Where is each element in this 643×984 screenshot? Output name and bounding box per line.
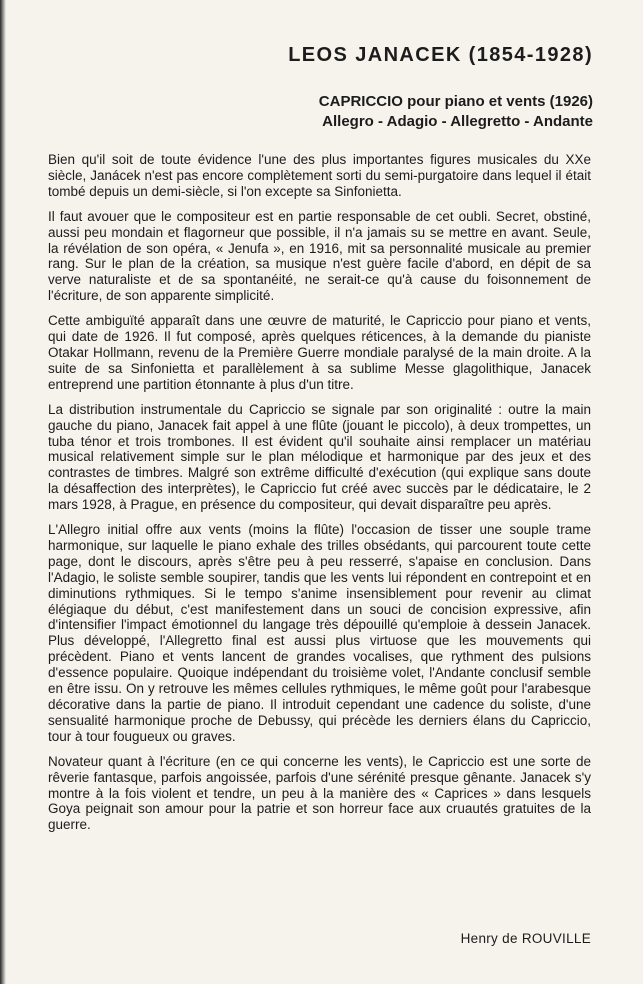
paragraph: La distribution instrumentale du Capriccio se signale par son originalité : outre la main gauche du piano, Janacek fait appel à une flûte (jouant le piccolo), à deux trompettes, un tuba ténor et trois trombones. Il est évident qu'il souhaite ainsi remplacer un matériau musical relativement simple sur le plan mélodique et harmonique par des jeux et des contrastes de timbres. Malgré son extrême difficulté d'exécution (qui explique sans doute la désaffection des interprètes), le Capriccio fut créé avec succès par le dédicataire, le 2 mars 1928, à Prague, en présence du compositeur, qui devait disparaître peu après. <box>48 401 591 513</box>
article-body <box>48 152 591 842</box>
paragraph: Il faut avouer que le compositeur est en partie responsable de cet oubli. Secret, obstiné, aussi peu mondain et flagorneur que possible, il n'a jamais su se mettre en avant. Seule, la révélation de son opéra, « Jenufa », en 1916, mit sa personnalité musicale au premier rang. Sur le plan de la création, sa musique n'est guère facile d'abord, en dépit de sa verve naturaliste et de sa spontanéité, ne serait-ce qu'à cause du foisonnement de l'écriture, de son apparente simplicité. <box>48 208 591 304</box>
page-title: LEOS JANACEK (1854-1928) <box>288 44 593 66</box>
paragraph: L'Allegro initial offre aux vents (moins la flûte) l'occasion de tisser une souple trame harmonique, sur laquelle le piano exhale des trilles obsédants, qui parcourent toute cette page, dont le discours, après s'être peu à peu resserré, s'apaise en conclusion. Dans l'Adagio, le soliste semble soupirer, tandis que les vents lui répondent en contrepoint et en diminutions rythmiques. Si le tempo s'anime insensiblement pour revenir au climat élégiaque du début, c'est manifestement dans un souci de concision expressive, afin d'intensifier l'impact émotionnel du langage très dépouillé qu'emploie à dessein Janacek. Plus développé, l'Allegretto final est aussi plus virtuose que les mouvements qui précèdent. Piano et vents lancent de grandes vocalises, que rythment des pulsions d'essence populaire. Quoique indépendant du troisième volet, l'Andante conclusif semble en être issu. On y retrouve les mêmes cellules rythmiques, le même goût pour l'arabesque décorative dans la partie de piano. Il introduit cependant une cadence du soliste, d'une sensualité harmonique proche de Debussy, qui précède les derniers élans du Capriccio, tour à tour fougueux ou graves. <box>48 522 591 744</box>
work-subtitle <box>319 92 593 132</box>
movements-list: Allegro - Adagio - Allegretto - Andante <box>322 113 593 130</box>
paragraph: Bien qu'il soit de toute évidence l'une des plus importantes figures musicales du XXe siècle, Janácek n'est pas encore complètement sorti du semi-purgatoire dans lequel il était tombé depuis un demi-siècle, si l'on excepte sa Sinfonietta. <box>48 152 591 199</box>
paragraph: Novateur quant à l'écriture (en ce qui concerne les vents), le Capriccio est une sorte de rêverie fantasque, parfois angoissée, parfois d'une sérénité presque gênante. Janacek s'y montre à la fois violent et tendre, un peu à la manière des « Caprices » dans lesquels Goya peignait son amour pour la patrie et son horreur face aux cruautés gratuites de la guerre. <box>48 753 591 833</box>
paragraph: Cette ambiguïté apparaît dans une œuvre de maturité, le Capriccio pour piano et vents, qui date de 1926. Il fut composé, après quelques réticences, à la demande du pianiste Otakar Hollmann, revenu de la Première Guerre mondiale paralysé de la main droite. A la suite de sa Sinfonietta et parallèlement à sa sublime Messe glagolithique, Janacek entreprend une partition étonnante à plus d'un titre. <box>48 313 591 392</box>
work-title: CAPRICCIO pour piano et vents (1926) <box>318 93 593 110</box>
page-edge-shadow <box>0 0 6 984</box>
author-signature: Henry de ROUVILLE <box>460 931 591 946</box>
